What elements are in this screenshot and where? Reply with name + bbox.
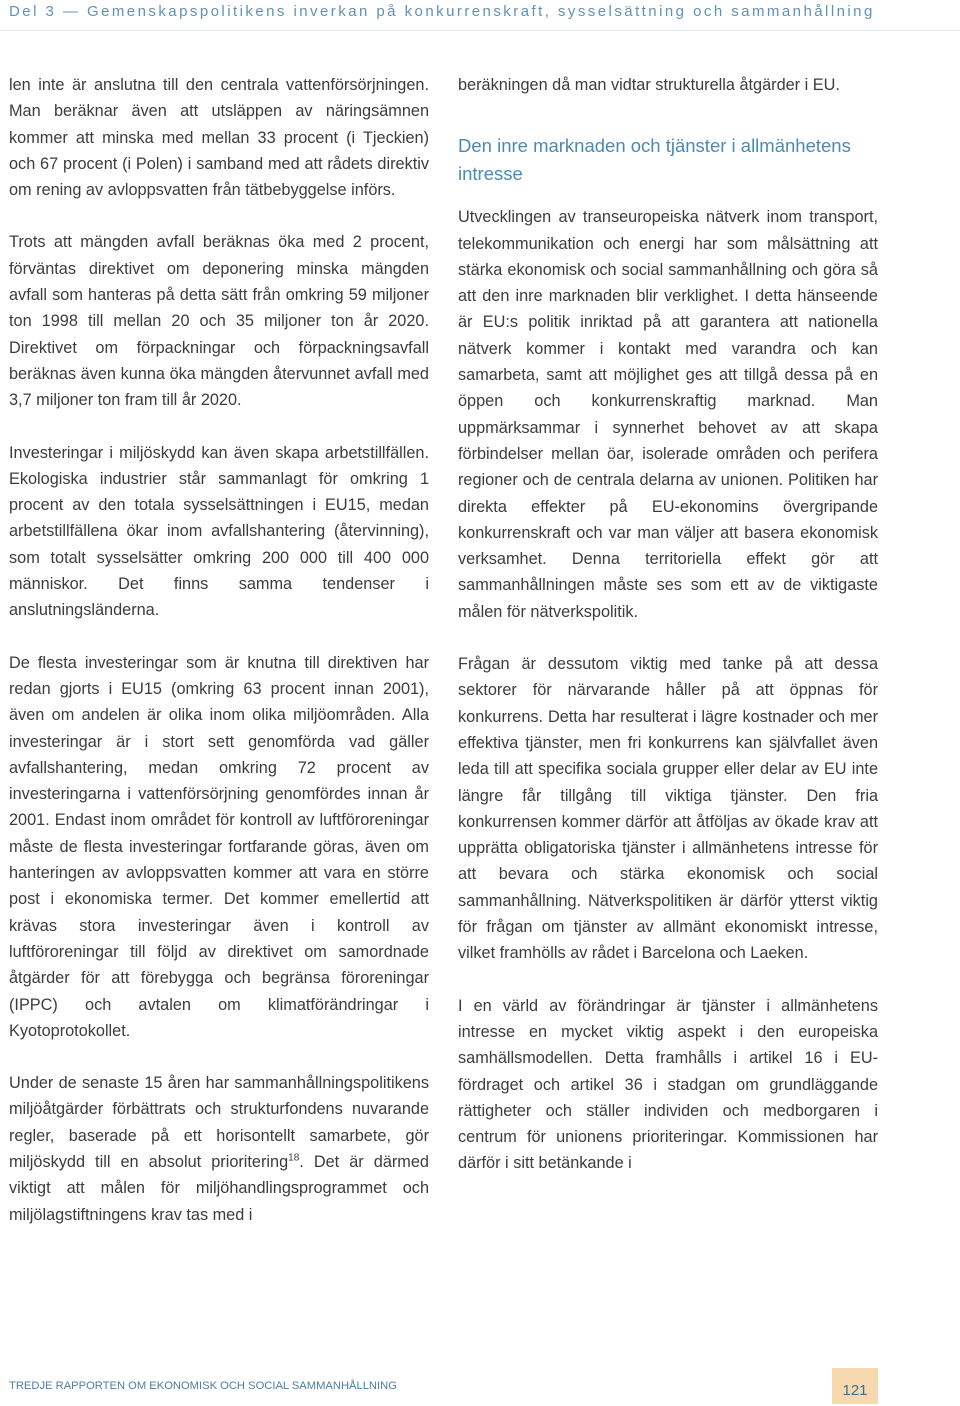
paragraph: Trots att mängden avfall beräknas öka med 2 procent, förväntas direktivet om deponering minska mängden avfall som hanteras på detta sätt från omkring 59 miljoner ton 1998 till mellan 20 och 35 miljoner ton år 2020. Direktivet om förpackningar och förpackningsavfall beräknas även kunna öka mängden återvunnet avfall med 3,7 miljoner ton fram till år 2020. — [9, 233, 429, 410]
footnote-ref[interactable]: 18 — [288, 1152, 300, 1164]
paragraph: Frågan är dessutom viktig med tanke på att dessa sektorer för närvarande håller på att öppnas för konkurrens. Detta har resulterat i lägre kostnader och mer effektiva tjänster, men fri konkurrens kan självfallet även leda till att specifika sociala grupper eller delar av EU inte längre får tillgång till viktiga tjänster. Den fria konkurrensen kommer därför att åtföljas av ökade krav att upprätta obligatoriska tjänster i allmänhetens intresse för att bevara och stärka ekonomisk och social sammanhållning. Nätverkspolitiken är därför ytterst viktig för frågan om tjänster av allmänt ekonomiskt intresse, vilket framhölls av rådet i Barcelona och Laeken. — [458, 655, 878, 963]
running-header — [0, 0, 960, 31]
paragraph: beräkningen då man vidtar strukturella åtgärder i EU. — [458, 76, 840, 94]
paragraph-text: . Det är därmed viktigt att målen för miljöhandlingsprogrammet och miljölagstiftningens krav tas med i — [9, 1152, 429, 1224]
paragraph: Utvecklingen av transeuropeiska nätverk inom transport, telekommunikation och energi har som målsättning att stärka ekonomisk och social sammanhållning och göra så att den inre marknaden blir verklighet. I detta hänseende är EU:s politik inriktad på att garantera att nationella nätverk kommer i kontakt med varandra och kan samarbeta, samt att möjlighet ges att tillgå dessa på en öppen och konkurrenskraftig marknad. Man uppmärksammar i synnerhet behovet av att skapa förbindelser mellan öar, isolerade områden och perifera regioner och de centrala delarna av unionen. Politiken har direkta effekter på EU-ekonomins övergripande konkurrenskraft och var man väljer att basera ekonomisk verksamhet. Denna territoriella effekt gör att sammanhållningen måste ses som ett av de viktigaste målen för nätverkspolitik. — [458, 208, 878, 621]
left-column — [9, 72, 429, 1228]
page-number: 121 — [842, 1381, 868, 1399]
footer-report-title: TREDJE RAPPORTEN OM EKONOMISK OCH SOCIAL SAMMANHÅLLNING — [9, 1380, 397, 1392]
paragraph: Investeringar i miljöskydd kan även skapa arbetstillfällen. Ekologiska industrier står sammanlagt för omkring 1 procent av den totala sysselsättningen i EU15, medan arbetstillfällena ökar inom avfallshantering (återvinning), som totalt sysselsätter omkring 200 000 till 400 000 människor. Det finns samma tendenser i anslutningsländerna. — [9, 443, 429, 620]
running-title: Del 3 — Gemenskapspolitikens inverkan på konkurrenskraft, sysselsättning och sammanhållning — [9, 3, 875, 20]
paragraph: I en värld av förändringar är tjänster i allmänhetens intresse en mycket viktig aspekt i den europeiska samhällsmodellen. Detta framhålls i artikel 16 i EU-fördraget och artikel 36 i stadgan om grundläggande rättigheter och ställer individen och medborgaren i centrum för unionens prioriteringar. Kommissionen har därför i sitt betänkande i — [458, 996, 878, 1173]
paragraph — [9, 1070, 429, 1228]
paragraph-text: Under de senaste 15 åren har sammanhållningspolitikens miljöåtgärder förbättrats och strukturfondens nuvarande regler, baserade på ett horisontellt samarbete, gör miljöskydd till en absolut prioritering — [9, 1074, 429, 1171]
section-heading: Den inre marknaden och tjänster i allmänhetens intresse — [458, 135, 851, 185]
right-column — [458, 72, 878, 1177]
paragraph: De flesta investeringar som är knutna till direktiven har redan gjorts i EU15 (omkring 63 procent innan 2001), även om andelen är olika inom olika miljöområden. Alla investeringar är i stort sett genomförda vad gäller avfallshantering, medan omkring 72 procent av investeringarna i vattenförsörjning genomfördes innan år 2001. Endast inom området för kontroll av luftföroreningar måste de flesta investeringar fortfarande göras, även om hanteringen av avloppsvatten kommer att vara en större post i ekonomiska termer. Det kommer emellertid att krävas stora investeringar även i kontroll av luftföroreningar till följd av direktivet om samordnade åtgärder för att förebygga och begränsa föroreningar (IPPC) och avtalen om klimatförändringar i Kyotoprotokollet. — [9, 653, 429, 1040]
page-number-badge — [832, 1368, 878, 1404]
paragraph: len inte är anslutna till den centrala vattenförsörjningen. Man beräknar även att utsläppen av näringsämnen kommer att minska med mellan 33 procent (i Tjeckien) och 67 procent (i Polen) i samband med att rådets direktiv om rening av avloppsvatten från tätbebyggelse införs. — [9, 76, 429, 200]
